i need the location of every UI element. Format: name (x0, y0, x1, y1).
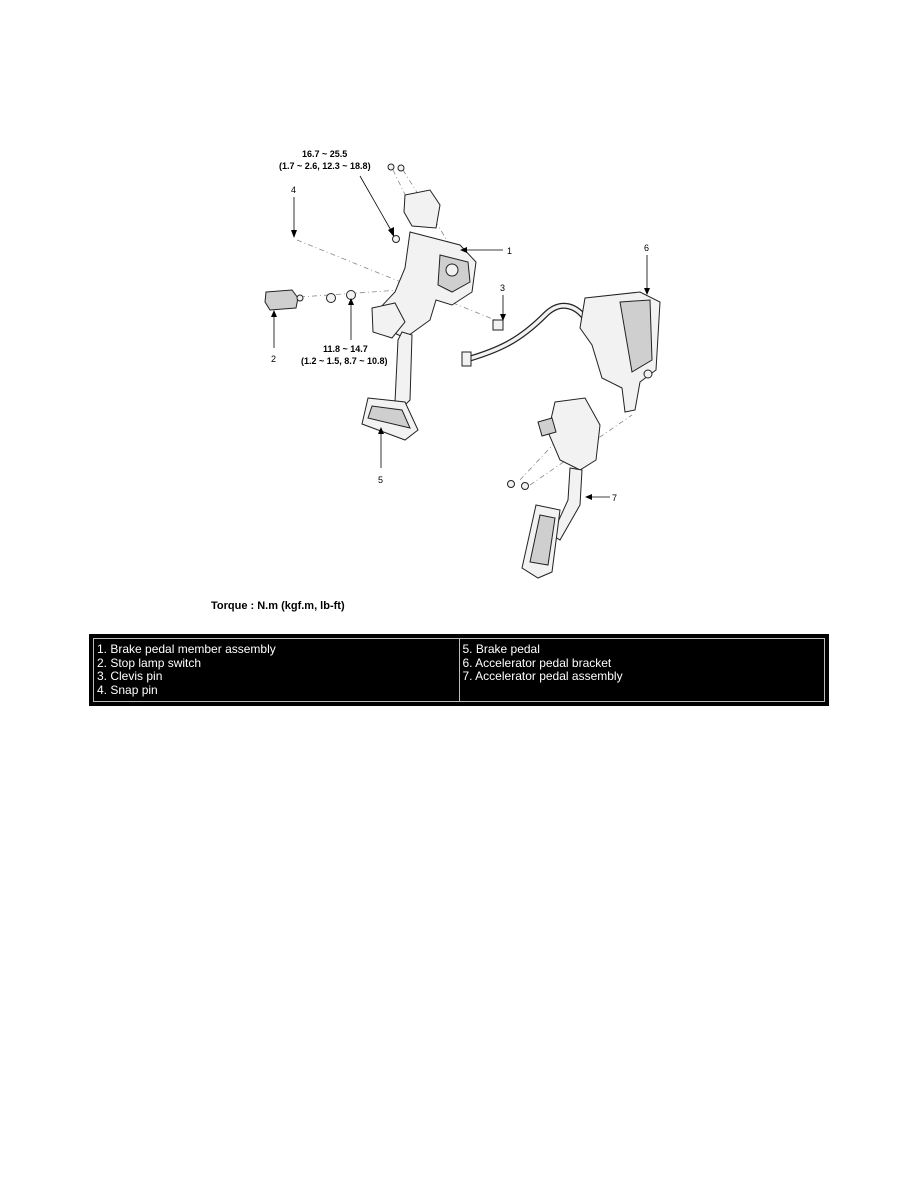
callout-3: 3 (500, 283, 506, 293)
legend-item: 3. Clevis pin (97, 669, 163, 683)
legend-item: 2. Stop lamp switch (97, 655, 202, 670)
torque-top-detail: (1.7 ~ 2.6, 12.3 ~ 18.8) (279, 161, 371, 171)
callout-6: 6 (644, 243, 650, 253)
torque-unit-note: Torque : N.m (kgf.m, lb-ft) (211, 600, 345, 612)
torque-top-value: 16.7 ~ 25.5 (302, 149, 348, 159)
legend-item: 6. Accelerator pedal bracket (462, 655, 612, 670)
legend-item: 4. Snap pin (97, 682, 158, 697)
legend-item: 1. Brake pedal member assembly (97, 642, 276, 656)
callout-2: 2 (271, 354, 277, 364)
torque-mid-detail: (1.2 ~ 1.5, 8.7 ~ 10.8) (301, 356, 388, 366)
parts-legend-table (89, 634, 829, 706)
callout-7: 7 (612, 493, 618, 503)
legend-column-left (94, 639, 459, 701)
legend-item: 5. Brake pedal (462, 642, 540, 656)
callout-5: 5 (378, 475, 384, 485)
callout-1: 1 (507, 246, 513, 256)
legend-column-right (459, 639, 825, 701)
callout-4: 4 (291, 185, 297, 195)
torque-mid-value: 11.8 ~ 14.7 (323, 344, 368, 354)
legend-item: 7. Accelerator pedal assembly (462, 669, 623, 683)
